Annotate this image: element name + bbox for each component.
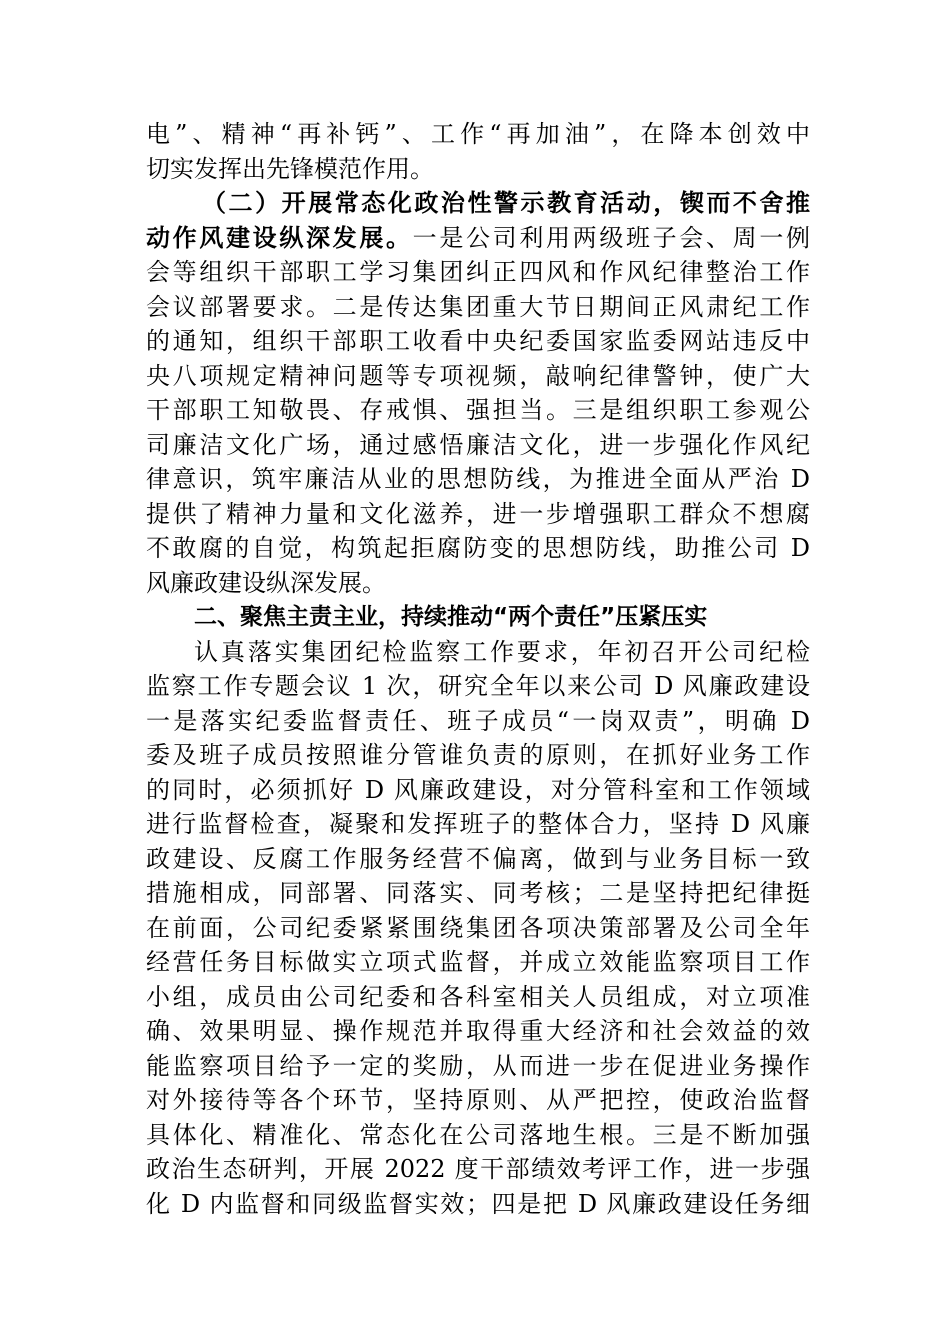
- text-line: [146, 221, 810, 256]
- text-line: 干部职工知敬畏、存戒惧、强担当。三是组织职工参观公: [146, 396, 810, 424]
- text-line: 律意识，筑牢廉洁从业的思想防线，为推进全面从严治 D: [146, 465, 810, 493]
- document-body: [146, 117, 810, 1221]
- text-line: 央八项规定精神问题等专项视频，敲响纪律警钟，使广大: [146, 361, 810, 390]
- text-line: 司廉洁文化广场，通过感悟廉洁文化，进一步强化作风纪: [146, 430, 810, 459]
- text-line: 进行监督检查，凝聚和发挥班子的整体合力，坚持 D 风廉: [146, 810, 810, 838]
- text-line: 经营任务目标做实立项式监督，并成立效能监察项目工作: [146, 948, 810, 976]
- text-line: 切实发挥出先锋模范作用。: [146, 154, 434, 183]
- text-line: 能监察项目给予一定的奖励，从而进一步在促进业务操作: [146, 1051, 810, 1080]
- section-heading: 二、聚焦主责主业，持续推动“两个责任”压紧压实: [194, 604, 708, 630]
- text-line: 风廉政建设纵深发展。: [146, 568, 386, 597]
- text-line: 政建设、反腐工作服务经营不偏离，做到与业务目标一致: [146, 844, 810, 873]
- text-line: 确、效果明显、操作规范并取得重大经济和社会效益的效: [146, 1017, 810, 1045]
- text-line: 不敢腐的自觉，构筑起拒腐防变的思想防线，助推公司 D: [146, 534, 810, 562]
- text-line: 委及班子成员按照谁分管谁负责的原则，在抓好业务工作: [146, 741, 810, 769]
- text-line: 对外接待等各个环节，坚持原则、从严把控，使政治监督: [146, 1086, 810, 1114]
- text-line: 电”、精神“再补钙”、工作“再加油”，在降本创效中: [146, 120, 810, 148]
- text-line: 监察工作专题会议 1 次，研究全年以来公司 D 风廉政建设: [146, 672, 810, 700]
- text-line-rest: 一是公司利用两级班子会、周一例: [412, 223, 811, 252]
- text-line: 会议部署要求。二是传达集团重大节日期间正风肃纪工作: [146, 292, 810, 321]
- text-line: 认真落实集团纪检监察工作要求，年初召开公司纪检: [194, 637, 810, 666]
- subsection-title-line: （二）开展常态化政治性警示教育活动，锲而不舍推: [202, 188, 810, 217]
- text-line: 的同时，必须抓好 D 风廉政建设，对分管科室和工作领域: [146, 775, 810, 804]
- text-line: 在前面，公司纪委紧紧围绕集团各项决策部署及公司全年: [146, 913, 810, 942]
- text-line: 具体化、精准化、常态化在公司落地生根。三是不断加强: [146, 1120, 810, 1149]
- text-line: 一是落实纪委监督责任、班子成员“一岗双责”，明确 D: [146, 706, 810, 735]
- text-line: 会等组织干部职工学习集团纠正四风和作风纪律整治工作: [146, 258, 810, 286]
- text-line: 措施相成，同部署、同落实、同考核；二是坚持把纪律挺: [146, 879, 810, 907]
- text-line: 的通知，组织干部职工收看中央纪委国家监委网站违反中: [146, 327, 810, 355]
- subsection-title-end: 动作风建设纵深发展。: [146, 222, 413, 252]
- text-line: 政治生态研判，开展 2022 度干部绩效考评工作，进一步强: [146, 1155, 810, 1183]
- text-line: 化 D 内监督和同级监督实效；四是把 D 风廉政建设任务细: [146, 1189, 810, 1218]
- text-line: 提供了精神力量和文化滋养，进一步增强职工群众不想腐: [146, 499, 810, 528]
- text-line: 小组，成员由公司纪委和各科室相关人员组成，对立项准: [146, 982, 810, 1011]
